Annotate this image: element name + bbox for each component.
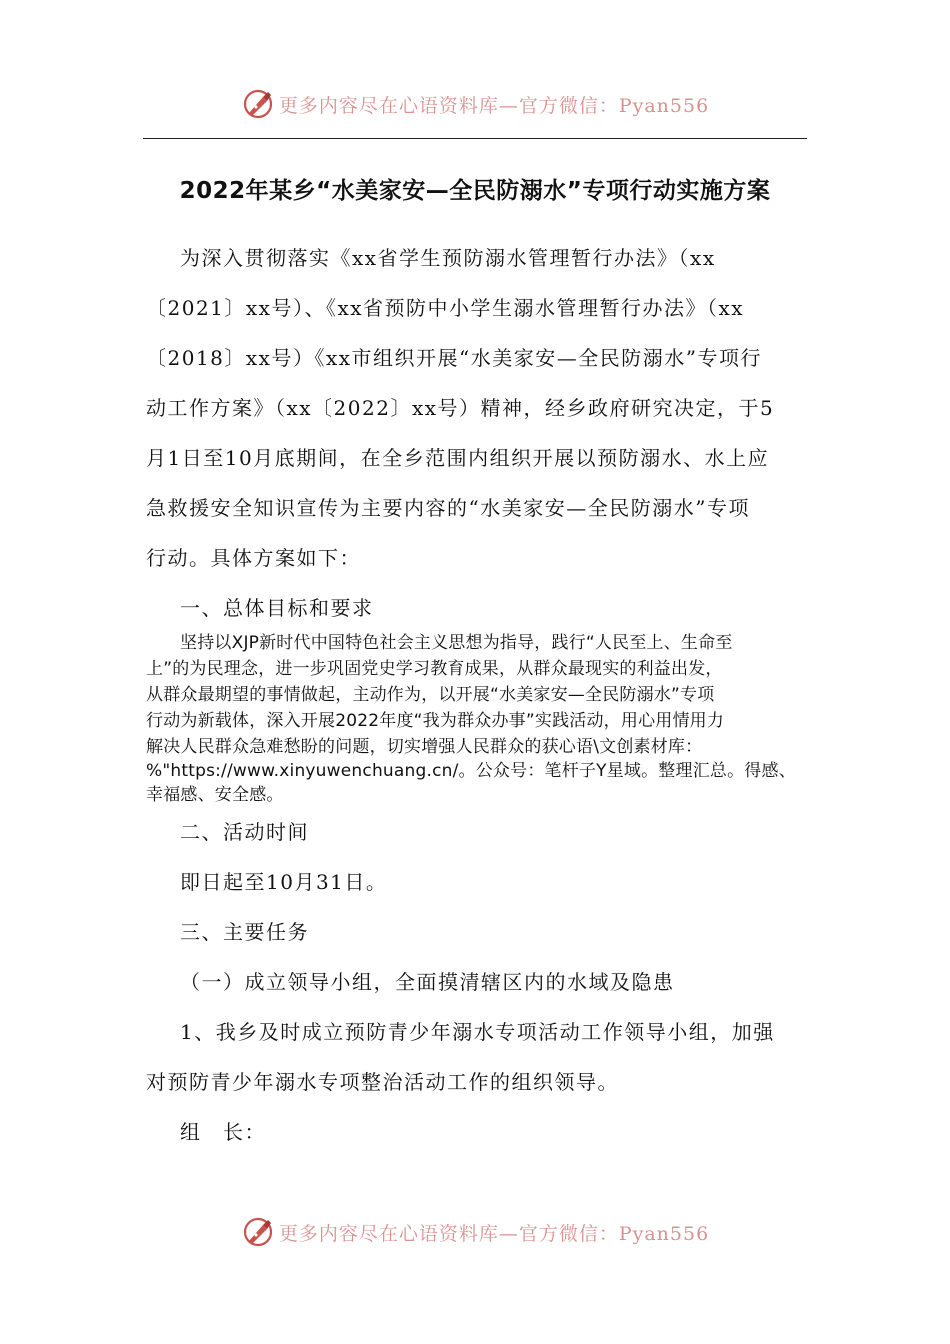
task-item-line: 1、我乡及时成立预防青少年溺水专项活动工作领导小组，加强 [180,1020,775,1044]
leader-label: 组 长： [180,1120,266,1144]
pen-nib-circle-icon [241,1215,275,1249]
section-heading-tasks: 三、主要任务 [180,920,309,944]
header-watermark [0,84,950,124]
goals-line: 上”的为民理念，进一步巩固党史学习教育成果，从群众最现实的利益出发， [146,659,723,679]
intro-line: 为深入贯彻落实《xx省学生预防溺水管理暂行办法》（xx [180,246,716,270]
intro-line: 〔2018〕xx号）《xx市组织开展“水美家安—全民防溺水”专项行 [146,346,762,370]
activity-time-text: 即日起至10月31日。 [180,870,388,894]
header-divider [143,138,807,139]
document-title: 2022年某乡“水美家安—全民防溺水”专项行动实施方案 [179,178,771,204]
pen-nib-circle-icon [241,87,275,121]
intro-line: 动工作方案》（xx〔2022〕xx号）精神，经乡政府研究决定，于5 [146,396,775,420]
goals-line: 坚持以XJP新时代中国特色社会主义思想为指导，践行“人民至上、生命至 [180,633,733,653]
watermark-text: 更多内容尽在心语资料库—官方微信：Pyan556 [278,1222,710,1245]
goals-line: 幸福感、安全感。 [146,785,284,805]
intro-line: 急救援安全知识宣传为主要内容的“水美家安—全民防溺水”专项 [146,496,750,520]
goals-line: 从群众最期望的事情做起，主动作为，以开展“水美家安—全民防溺水”专项 [146,685,715,705]
goals-line: 行动为新载体，深入开展2022年度“我为群众办事”实践活动，用心用情用力 [146,711,725,731]
intro-line: 〔2021〕xx号）、《xx省预防中小学生溺水管理暂行办法》（xx [146,296,745,320]
section-heading-goals: 一、总体目标和要求 [180,596,374,620]
footer-watermark [0,1212,950,1252]
intro-line: 行动。具体方案如下： [146,546,361,570]
section-heading-time: 二、活动时间 [180,820,309,844]
watermark-text: 更多内容尽在心语资料库—官方微信：Pyan556 [278,94,710,117]
task-item-line: 对预防青少年溺水专项整治活动工作的组织领导。 [146,1070,619,1094]
subsection-heading: （一）成立领导小组，全面摸清辖区内的水域及隐患 [180,970,675,994]
goals-line: %"https://www.xinyuwenchuang.cn/。公众号：笔杆子Y星域。整理汇总。得感、 [146,761,796,781]
intro-line: 月1日至10月底期间，在全乡范围内组织开展以预防溺水、水上应 [146,446,770,470]
goals-line: 解决人民群众急难愁盼的问题，切实增强人民群众的获心语\文创素材库： [146,737,703,757]
